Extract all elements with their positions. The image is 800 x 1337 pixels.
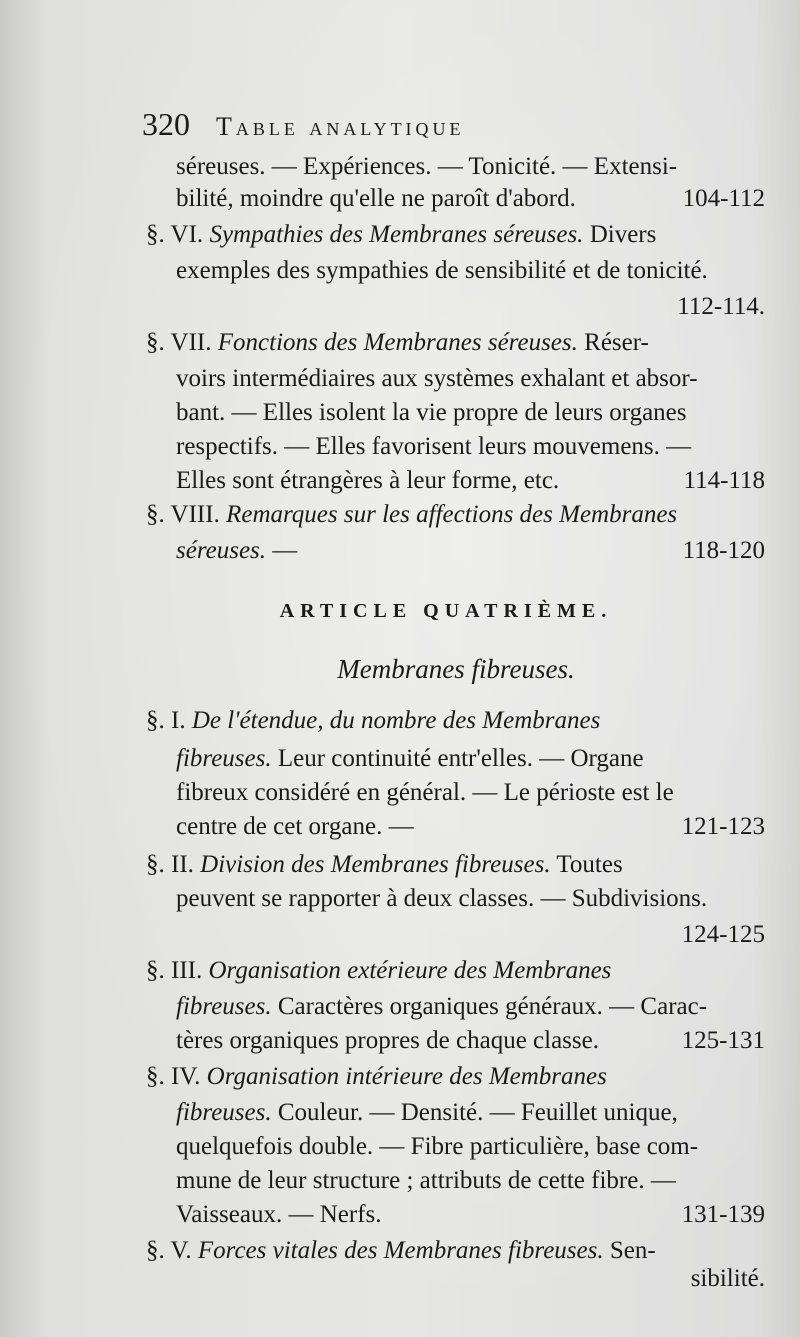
toc-line bbox=[146, 1060, 765, 1094]
toc-italic-title: Remarques sur les affections des Membranes bbox=[226, 501, 678, 528]
page-range: 121-123 bbox=[681, 813, 765, 840]
toc-line bbox=[176, 1096, 765, 1130]
toc-italic-title: fibreuses. bbox=[176, 1099, 272, 1126]
toc-italic-title: Sympathies des Membranes séreuses. bbox=[209, 221, 584, 248]
toc-italic-title: Fonctions des Membranes séreuses. bbox=[217, 329, 578, 356]
section-number: §. I. bbox=[146, 707, 192, 734]
toc-line bbox=[176, 742, 765, 776]
section-number: §. VII. bbox=[146, 329, 218, 356]
toc-text: exemples des sympathies de sensibilité et de tonicité. bbox=[176, 257, 708, 284]
toc-line bbox=[146, 1234, 765, 1268]
section-number: §. VIII. bbox=[146, 501, 227, 528]
section-number: §. II. bbox=[146, 851, 201, 878]
toc-italic-title: De l'étendue, du nombre des Membranes bbox=[191, 707, 601, 734]
section-number: §. III. bbox=[146, 957, 209, 984]
page-range: sibilité. bbox=[690, 1265, 765, 1292]
section-number: §. IV. bbox=[146, 1063, 207, 1090]
toc-line bbox=[176, 1024, 765, 1058]
toc-line bbox=[146, 218, 765, 252]
toc-text: tères organiques propres de chaque classe. bbox=[176, 1027, 599, 1054]
toc-italic-title: fibreuses. bbox=[176, 745, 272, 772]
toc-line bbox=[146, 704, 765, 738]
section-number: §. VI. bbox=[146, 221, 210, 248]
toc-line bbox=[146, 498, 765, 532]
toc-text: Vaisseaux. — Nerfs. bbox=[176, 1201, 382, 1228]
toc-line bbox=[176, 1130, 765, 1164]
page-number: 320 bbox=[142, 106, 190, 142]
toc-text: Elles sont étrangères à leur forme, etc. bbox=[176, 467, 560, 494]
toc-text: peuvent se rapporter à deux classes. — Subdivisions. bbox=[176, 885, 708, 912]
toc-line bbox=[146, 848, 765, 882]
toc-text: fibreux considéré en général. — Le périoste est le bbox=[176, 779, 674, 806]
running-header bbox=[142, 104, 682, 147]
toc-text: — bbox=[266, 537, 298, 564]
toc-line bbox=[176, 362, 765, 396]
page-range: 112-114. bbox=[677, 293, 765, 320]
toc-text: Sen- bbox=[603, 1237, 656, 1264]
running-title: Table analytique bbox=[216, 112, 465, 141]
toc-line bbox=[176, 810, 765, 844]
toc-text: Réser- bbox=[577, 329, 649, 356]
toc-text: Leur continuité entr'elles. — Organe bbox=[271, 745, 644, 772]
toc-text: Divers bbox=[583, 221, 657, 248]
toc-text: centre de cet organe. bbox=[176, 813, 383, 840]
section-number: §. V. bbox=[146, 1237, 198, 1264]
toc-line bbox=[176, 776, 765, 810]
toc-line bbox=[176, 1198, 765, 1232]
toc-italic-title: Forces vitales des Membranes fibreuses. bbox=[197, 1237, 604, 1264]
toc-italic-title: Organisation intérieure des Membranes bbox=[206, 1063, 607, 1090]
toc-line bbox=[176, 254, 765, 288]
toc-italic-title: séreuses. bbox=[176, 537, 267, 564]
toc-line bbox=[176, 182, 765, 216]
toc-italic-title: Division des Membranes fibreuses. bbox=[200, 851, 551, 878]
toc-text: voirs intermédiaires aux systèmes exhalant et absor- bbox=[176, 365, 698, 392]
page-range: 124-125 bbox=[681, 921, 765, 948]
toc-text: mune de leur structure ; attributs de cette fibre. — bbox=[176, 1167, 676, 1194]
toc-line bbox=[176, 430, 765, 464]
toc-text: Couleur. — Densité. — Feuillet unique, bbox=[271, 1099, 678, 1126]
toc-line bbox=[176, 464, 765, 498]
page-range: 125-131 bbox=[681, 1027, 765, 1054]
toc-text: bilité, moindre qu'elle ne paroît d'abord. bbox=[176, 185, 576, 212]
article-heading: ARTICLE QUATRIÈME. bbox=[279, 600, 613, 622]
page-range: 104-112 bbox=[682, 185, 765, 212]
toc-line bbox=[176, 150, 765, 184]
toc-text: Toutes bbox=[550, 851, 623, 878]
page-range: 118-120 bbox=[682, 537, 765, 564]
toc-line bbox=[146, 326, 765, 360]
toc-text: séreuses. — Expériences. — Tonicité. — Extensi- bbox=[176, 153, 678, 180]
toc-line bbox=[176, 882, 765, 916]
page-range: 131-139 bbox=[681, 1201, 765, 1228]
toc-line bbox=[176, 1164, 765, 1198]
toc-line bbox=[176, 396, 765, 430]
toc-text: Caractères organiques généraux. — Carac- bbox=[271, 993, 708, 1020]
toc-line bbox=[176, 534, 765, 568]
toc-text: quelquefois double. — Fibre particulière, base com- bbox=[176, 1133, 699, 1160]
toc-text: bant. — Elles isolent la vie propre de leurs organes bbox=[176, 399, 687, 426]
toc-italic-title: fibreuses. bbox=[176, 993, 272, 1020]
toc-line bbox=[176, 594, 716, 628]
toc-text: respectifs. — Elles favorisent leurs mouvemens. — bbox=[176, 433, 692, 460]
toc-line bbox=[176, 652, 736, 686]
page-range: 114-118 bbox=[683, 467, 765, 494]
section-title: Membranes fibreuses. bbox=[337, 654, 575, 684]
toc-italic-title: Organisation extérieure des Membranes bbox=[208, 957, 612, 984]
toc-text: — bbox=[382, 813, 414, 840]
toc-line bbox=[146, 954, 765, 988]
toc-line bbox=[176, 990, 765, 1024]
